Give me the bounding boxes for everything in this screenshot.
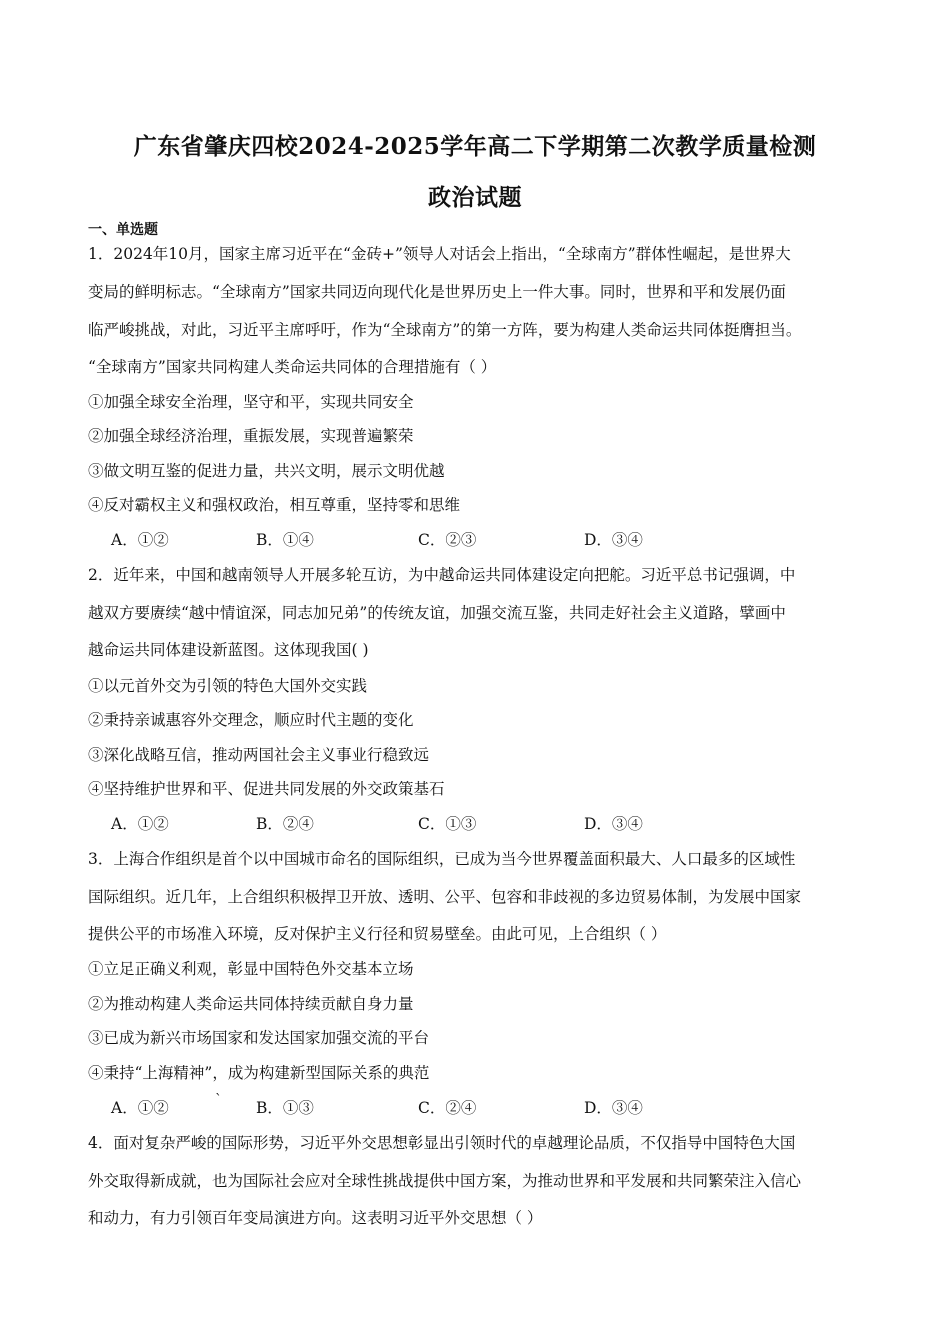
question-2-option-4: ④坚持维护世界和平、促进共同发展的外交政策基石 xyxy=(88,780,445,798)
choice-c: C．①③ xyxy=(418,815,477,833)
question-1-option-3: ③做文明互鉴的促进力量，共兴文明，展示文明优越 xyxy=(88,462,445,480)
choice-b: B．①④ xyxy=(256,531,314,549)
question-1-option-2: ②加强全球经济治理，重振发展，实现普遍繁荣 xyxy=(88,427,414,445)
question-1-option-4: ④反对霸权主义和强权政治，相互尊重，坚持零和思维 xyxy=(88,496,461,514)
choice-a: A．①② xyxy=(111,1099,169,1117)
question-3-line-2: 国际组织。近几年，上合组织积极捍卫开放、透明、公平、包容和非歧视的多边贸易体制，为发展中国家 xyxy=(88,888,802,906)
choice-c: C．②③ xyxy=(418,531,477,549)
question-4-line-2: 外交取得新成就，也为国际社会应对全球性挑战提供中国方案，为推动世界和平发展和共同繁荣注入信心 xyxy=(88,1172,802,1190)
question-2-option-2: ②秉持亲诚惠容外交理念，顺应时代主题的变化 xyxy=(88,711,414,729)
question-1-line-1: 1．2024年10月，国家主席习近平在“金砖+”领导人对话会上指出，“全球南方”群体性崛起，是世界大 xyxy=(88,245,791,263)
question-2-option-3: ③深化战略互信，推动两国社会主义事业行稳致远 xyxy=(88,746,430,764)
question-3-line-3: 提供公平的市场准入环境，反对保护主义行径和贸易壁垒。由此可见，上合组织（ ） xyxy=(88,925,667,943)
question-2-line-2: 越双方要赓续“越中情谊深，同志加兄弟”的传统友谊，加强交流互鉴，共同走好社会主义道路，擘画中 xyxy=(88,604,786,622)
choice-d: D．③④ xyxy=(584,815,643,833)
question-1-option-1: ①加强全球安全治理，坚守和平，实现共同安全 xyxy=(88,393,414,411)
exam-subject: 政治试题 xyxy=(428,184,522,211)
choice-a: A．①② xyxy=(111,815,169,833)
choice-c: C．②④ xyxy=(418,1099,477,1117)
question-1-line-2: 变局的鲜明标志。“全球南方”国家共同迈向现代化是世界历史上一件大事。同时，世界和平和发展仍面 xyxy=(88,283,786,301)
question-4-line-3: 和动力，有力引领百年变局演进方向。这表明习近平外交思想（ ） xyxy=(88,1209,543,1227)
question-4-line-1: 4．面对复杂严峻的国际形势，习近平外交思想彰显出引领时代的卓越理论品质，不仅指导中国特色大国 xyxy=(88,1134,796,1152)
choice-d: D．③④ xyxy=(584,1099,643,1117)
choice-b: B．②④ xyxy=(256,815,314,833)
question-2-line-3: 越命运共同体建设新蓝图。这体现我国( ) xyxy=(88,641,369,659)
question-2-line-1: 2．近年来，中国和越南领导人开展多轮互访，为中越命运共同体建设定向把舵。习近平总书记强调，中 xyxy=(88,566,796,584)
section-label: 一、单选题 xyxy=(88,222,158,238)
stray-mark: ` xyxy=(215,1092,222,1108)
choice-d: D．③④ xyxy=(584,531,643,549)
question-3-option-3: ③已成为新兴市场国家和发达国家加强交流的平台 xyxy=(88,1029,430,1047)
choice-b: B．①③ xyxy=(256,1099,314,1117)
question-3-option-2: ②为推动构建人类命运共同体持续贡献自身力量 xyxy=(88,995,414,1013)
question-3-option-4: ④秉持“上海精神”，成为构建新型国际关系的典范 xyxy=(88,1064,430,1082)
choice-a: A．①② xyxy=(111,531,169,549)
question-1-line-4: “全球南方”国家共同构建人类命运共同体的合理措施有（ ） xyxy=(88,358,497,376)
question-3-option-1: ①立足正确义利观，彰显中国特色外交基本立场 xyxy=(88,960,414,978)
question-3-line-1: 3．上海合作组织是首个以中国城市命名的国际组织，已成为当今世界覆盖面积最大、人口最多的区域性 xyxy=(88,850,796,868)
question-2-option-1: ①以元首外交为引领的特色大国外交实践 xyxy=(88,677,368,695)
exam-title: 广东省肇庆四校2024-2025学年高二下学期第二次教学质量检测 xyxy=(133,133,817,160)
question-1-line-3: 临严峻挑战，对此，习近平主席呼吁，作为“全球南方”的第一方阵，要为构建人类命运共同体挺膺担当。 xyxy=(88,321,802,339)
